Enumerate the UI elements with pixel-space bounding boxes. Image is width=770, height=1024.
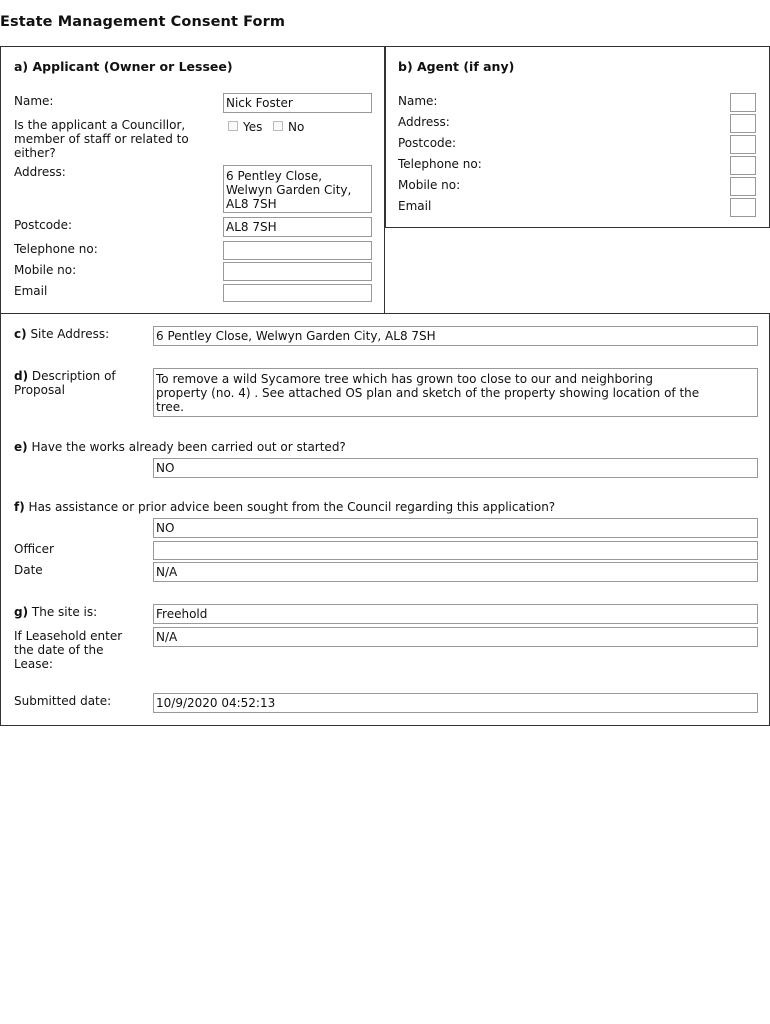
lease-label-line1: If Leasehold enter bbox=[14, 629, 123, 643]
lease-date-field[interactable]: N/A bbox=[153, 627, 758, 647]
agent-email-label: Email bbox=[398, 199, 432, 213]
councillor-no-checkbox[interactable] bbox=[273, 121, 283, 131]
applicant-address-label: Address: bbox=[14, 165, 66, 179]
applicant-mobile-label: Mobile no: bbox=[14, 263, 77, 277]
description-line2: property (no. 4) . See attached OS plan and sketch of the property showing location of the bbox=[156, 386, 700, 400]
agent-section bbox=[385, 46, 770, 228]
councillor-no-label: No bbox=[288, 120, 305, 134]
officer-label: Officer bbox=[14, 542, 54, 556]
description-label bbox=[14, 369, 116, 397]
advice-prefix: f) bbox=[14, 500, 25, 514]
description-label-line1: Description of bbox=[31, 369, 116, 383]
submitted-date-label: Submitted date: bbox=[14, 694, 112, 708]
applicant-telephone-label: Telephone no: bbox=[14, 242, 98, 256]
applicant-name-label: Name: bbox=[14, 94, 54, 108]
description-field[interactable] bbox=[153, 368, 758, 417]
applicant-address-line2: Welwyn Garden City, bbox=[226, 183, 352, 197]
works-question-text: Have the works already been carried out or started? bbox=[31, 440, 346, 454]
councillor-question bbox=[14, 118, 189, 160]
agent-mobile-field[interactable] bbox=[730, 177, 756, 196]
lease-label-line2: the date of the bbox=[14, 643, 104, 657]
applicant-email-field[interactable] bbox=[223, 284, 372, 302]
agent-heading: b) Agent (if any) bbox=[398, 59, 515, 74]
agent-address-field[interactable] bbox=[730, 114, 756, 133]
lease-label-line3: Lease: bbox=[14, 657, 53, 671]
description-prefix: d) bbox=[14, 369, 29, 383]
site-address-label-text: Site Address: bbox=[30, 327, 110, 341]
agent-name-label: Name: bbox=[398, 94, 438, 108]
details-section bbox=[0, 313, 770, 726]
date-field[interactable]: N/A bbox=[153, 562, 758, 582]
form-title: Estate Management Consent Form bbox=[0, 14, 286, 30]
description-label-line2: Proposal bbox=[14, 383, 65, 397]
applicant-email-label: Email bbox=[14, 284, 48, 298]
applicant-mobile-field[interactable] bbox=[223, 262, 372, 281]
officer-field[interactable] bbox=[153, 541, 758, 560]
applicant-address-line3: AL8 7SH bbox=[226, 197, 277, 211]
site-address-field[interactable]: 6 Pentley Close, Welwyn Garden City, AL8 7SH bbox=[153, 326, 758, 346]
site-address-prefix: c) bbox=[14, 327, 27, 341]
agent-postcode-field[interactable] bbox=[730, 135, 756, 154]
site-is-label-text: The site is: bbox=[31, 605, 98, 619]
agent-telephone-label: Telephone no: bbox=[398, 157, 482, 171]
description-line3: tree. bbox=[156, 400, 184, 414]
advice-question-text: Has assistance or prior advice been sought from the Council regarding this application? bbox=[28, 500, 556, 514]
applicant-address-field[interactable] bbox=[223, 165, 372, 213]
councillor-question-line2: member of staff or related to bbox=[14, 132, 189, 146]
applicant-name-field[interactable]: Nick Foster bbox=[223, 93, 372, 113]
agent-name-field[interactable] bbox=[730, 93, 756, 112]
site-is-label bbox=[14, 605, 97, 619]
applicant-heading: a) Applicant (Owner or Lessee) bbox=[14, 59, 233, 74]
lease-date-label bbox=[14, 629, 122, 671]
councillor-question-line3: either? bbox=[14, 146, 56, 160]
agent-address-label: Address: bbox=[398, 115, 450, 129]
agent-email-field[interactable] bbox=[730, 198, 756, 217]
applicant-telephone-field[interactable] bbox=[223, 241, 372, 260]
councillor-yes-label: Yes bbox=[243, 120, 263, 134]
works-question bbox=[14, 440, 346, 454]
site-is-field[interactable]: Freehold bbox=[153, 604, 758, 624]
advice-question bbox=[14, 500, 555, 514]
advice-field[interactable]: NO bbox=[153, 518, 758, 538]
works-field[interactable]: NO bbox=[153, 458, 758, 478]
applicant-postcode-field[interactable]: AL8 7SH bbox=[223, 217, 372, 237]
applicant-postcode-label: Postcode: bbox=[14, 218, 73, 232]
description-line1: To remove a wild Sycamore tree which has grown too close to our and neighboring bbox=[156, 372, 653, 386]
agent-mobile-label: Mobile no: bbox=[398, 178, 461, 192]
date-label: Date bbox=[14, 563, 43, 577]
applicant-section bbox=[0, 46, 385, 314]
agent-telephone-field[interactable] bbox=[730, 156, 756, 175]
site-is-prefix: g) bbox=[14, 605, 29, 619]
works-prefix: e) bbox=[14, 440, 28, 454]
councillor-yes-checkbox[interactable] bbox=[228, 121, 238, 131]
agent-postcode-label: Postcode: bbox=[398, 136, 457, 150]
site-address-label bbox=[14, 327, 109, 341]
councillor-question-line1: Is the applicant a Councillor, bbox=[14, 118, 186, 132]
applicant-address-line1: 6 Pentley Close, bbox=[226, 169, 323, 183]
submitted-date-field[interactable]: 10/9/2020 04:52:13 bbox=[153, 693, 758, 713]
